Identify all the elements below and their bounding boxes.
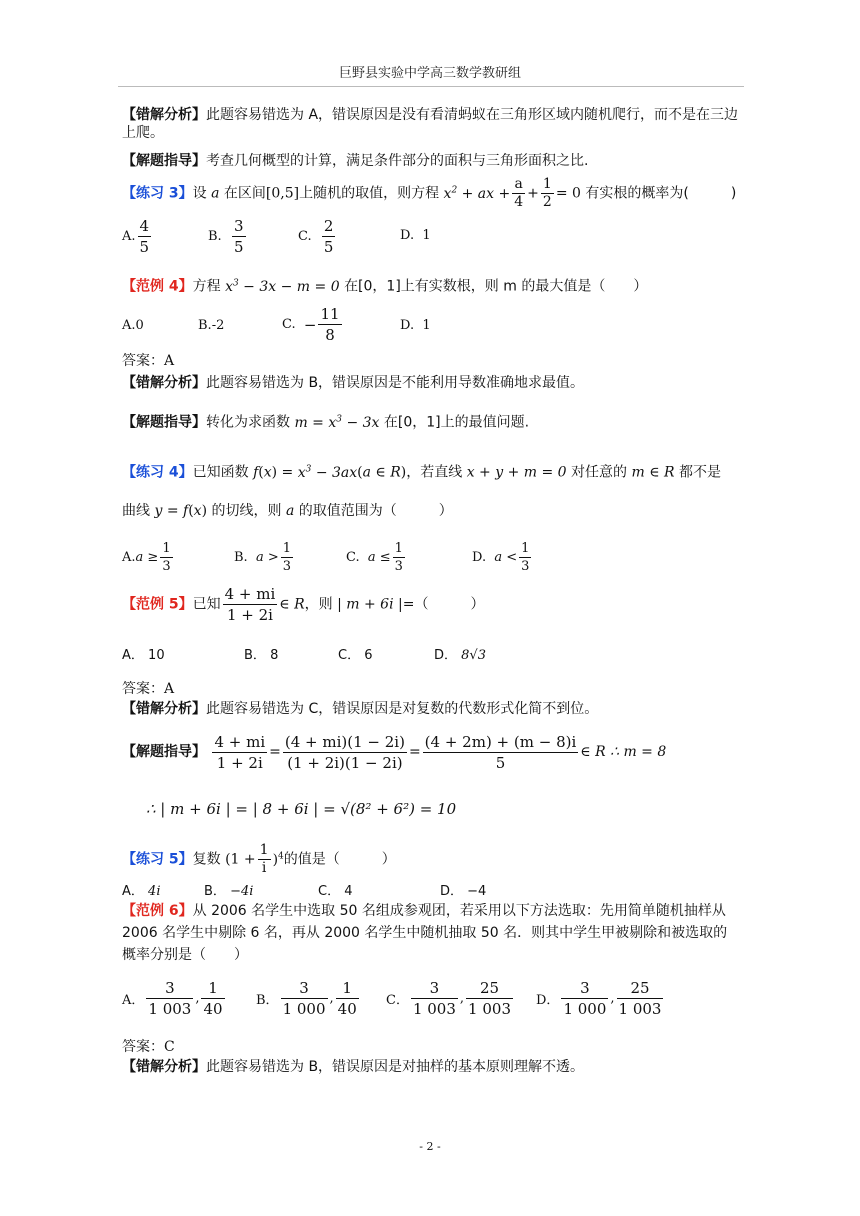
header-rule (118, 86, 744, 87)
fan6-option-d: D． $\frac{3}{1 000}$ , $\frac{25}{1 003}$ (536, 979, 662, 1018)
ex4-stem-line2: 曲线 y = f(x) 的切线，则 a 的取值范围为（ ） (122, 503, 453, 519)
ex4-option-a: A.a ≥ $\frac{1}{3}$ (122, 541, 171, 574)
fan5-guide-line2: ∴ | m + 6i | = | 8 + 6i | = √(8² + 6²) = 10 (146, 800, 457, 818)
fan6-answer: 答案：C (122, 1039, 175, 1055)
ex5-option-a: A． 4i (122, 884, 161, 899)
ex3-option-d: D. 1 (400, 228, 431, 243)
fan4-answer: 答案：A (122, 353, 175, 369)
label-cuoti: 【错解分析】 (122, 107, 206, 123)
ex3-option-a: A. $\frac{4}{5}$ (122, 217, 150, 256)
fan5-option-a: A． 10 (122, 648, 165, 663)
block1-guide (122, 152, 588, 170)
fan4-guide: 【解题指导】转化为求函数 $m = x^3 - 3x$ 在[0，1]上的最值问题. (122, 414, 530, 431)
fan4-option-a: A.0 (122, 318, 144, 333)
fan6-option-b: B． $\frac{3}{1 000}$ , $\frac{1}{40}$ (256, 979, 357, 1018)
fan6-analysis: 【错解分析】此题容易错选为 B，错误原因是对抽样的基本原则理解不透。 (122, 1059, 585, 1075)
ex5-option-b: B． −4i (204, 884, 254, 899)
fan6-stem: 【范例 6】从 2006 名学生中选取 50 名组成参观团，若采用以下方法选取：先用简单随机抽样从 2006 名学生中剔除 6 名，再从 2000 名学生中随机抽取 50 名．则其中学生甲被剔除和被选取的概率分别是（ ） (122, 903, 728, 963)
fan5-option-d: D． 8√3 (434, 648, 486, 663)
fan6-option-a: A． $\frac{3}{1 003}$ , $\frac{1}{40}$ (122, 979, 223, 1018)
ex3-equation: $x^2$ + ax + (443, 185, 511, 202)
fan5-analysis: 【错解分析】此题容易错选为 C，错误原因是对复数的代数形式化简不到位。 (122, 701, 599, 717)
fan4-option-c: C. − $\frac{11}{8}$ (282, 305, 340, 344)
fan5-guide: 【解题指导】 $\frac{4 + mi}{1 + 2i}$ = $\frac{(4 + mi)(1 - 2i)}{(1 + 2i)(1 - 2i)}$ = $\frac{(4 + 2m) + (m - 8)i}{5}$ ∈ R ∴ m = 8 (122, 732, 667, 772)
fan5-stem: 【范例 5】已知 $\frac{4 + mi}{1 + 2i}$ ∈ R，则 | m + 6i |=（ ） (122, 585, 485, 624)
ex5-option-c: C． 4 (318, 884, 353, 899)
ex4-stem: 【练习 4】已知函数 $f(x) = x^3 - 3ax(a$ ∈ R)，若直线 x + y + m = 0 对任意的 m ∈ R 都不是 (122, 464, 722, 481)
fan5-option-c: C． 6 (338, 648, 373, 663)
ex3-option-c: C. $\frac{2}{5}$ (298, 217, 334, 256)
ex5-stem: 【练习 5】复数 (1 + $\frac{1}{i}$ )$^4$的值是（ ） (122, 842, 396, 877)
ex3-option-b: B. $\frac{3}{5}$ (208, 217, 244, 256)
ex4-option-b: B. a > $\frac{1}{3}$ (234, 541, 292, 574)
fan4-option-d: D. 1 (400, 318, 431, 333)
ex4-option-d: D. a < $\frac{1}{3}$ (472, 541, 530, 574)
fan4-option-b: B.-2 (198, 318, 225, 333)
label-lianxi3: 【练习 3】 (122, 185, 193, 202)
label-fanli4: 【范例 4】 (122, 278, 193, 295)
ex5-option-d: D． −4 (440, 884, 487, 899)
ex4-option-c: C. a ≤ $\frac{1}{3}$ (346, 541, 403, 574)
fan4-stem: 【范例 4】方程 $x^3 - 3x - m = 0$ 在[0，1]上有实数根，则 m 的最大值是（ ） (122, 278, 648, 295)
block1-guide-text: 考查几何概型的计算，满足条件部分的面积与三角形面积之比. (206, 153, 589, 169)
ex3-stem: 【练习 3】设 a 在区间[0,5]上随机的取值，则方程 $x^2$ + ax + $\frac{a}{4}$ + $\frac{1}{2}$ = 0 有实根的概率为( ) (122, 176, 737, 211)
fan6-option-c: C． $\frac{3}{1 003}$ , $\frac{25}{1 003}$ (386, 979, 511, 1018)
page-number: - 2 - (419, 1140, 441, 1153)
block1-analysis-text: 此题容易错选为 A，错误原因是没有看清蚂蚁在三角形区域内随机爬行，而不是在三边上爬。 (122, 107, 739, 141)
fan4-analysis: 【错解分析】此题容易错选为 B，错误原因是不能利用导数准确地求最值。 (122, 375, 585, 391)
page-header: 巨野县实验中学高三数学教研组 (338, 66, 521, 81)
fan5-answer: 答案：A (122, 681, 175, 697)
label-jieti: 【解题指导】 (122, 153, 206, 169)
block1-analysis (122, 106, 740, 142)
fan5-option-b: B． 8 (244, 648, 279, 663)
